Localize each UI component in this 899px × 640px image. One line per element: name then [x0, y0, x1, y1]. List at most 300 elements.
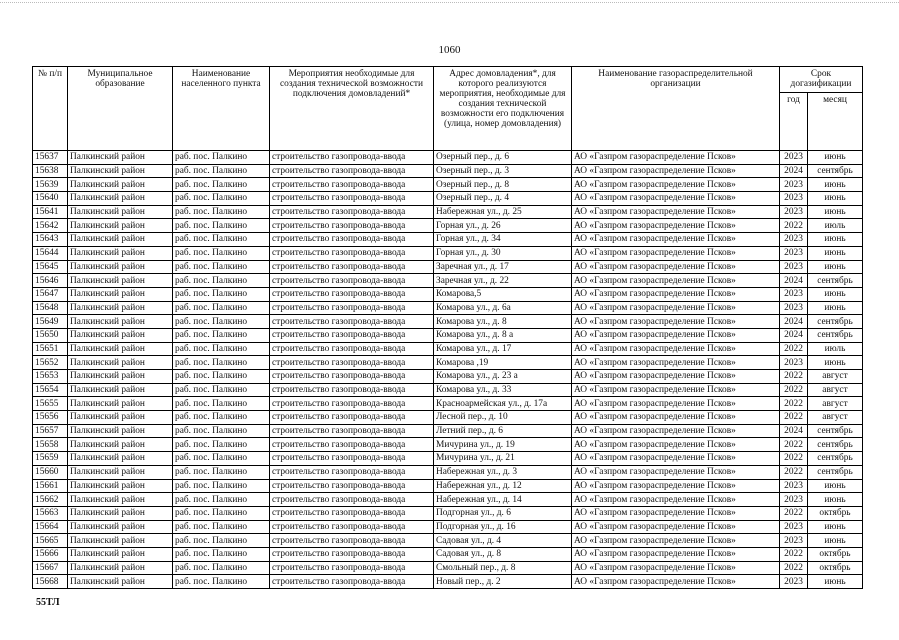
- table-row: [33, 370, 863, 384]
- cell-organization: АО «Газпром газораспределение Псков»: [572, 561, 780, 575]
- cell-address: Мичурина ул., д. 19: [434, 438, 572, 452]
- cell-month: июнь: [808, 356, 863, 370]
- cell-month: сентябрь: [808, 328, 863, 342]
- cell-address: Озерный пер., д. 4: [434, 192, 572, 206]
- cell-year: 2024: [780, 424, 808, 438]
- cell-municipality: Палкинский район: [68, 561, 173, 575]
- header-settlement: Наименование населенного пункта: [173, 67, 270, 151]
- cell-address: Озерный пер., д. 6: [434, 151, 572, 165]
- cell-year: 2022: [780, 370, 808, 384]
- cell-organization: АО «Газпром газораспределение Псков»: [572, 479, 780, 493]
- cell-year: 2022: [780, 397, 808, 411]
- cell-settlement: раб. пос. Палкино: [173, 452, 270, 466]
- cell-year: 2024: [780, 274, 808, 288]
- cell-month: июнь: [808, 301, 863, 315]
- cell-year: 2023: [780, 301, 808, 315]
- cell-address: Озерный пер., д. 8: [434, 178, 572, 192]
- cell-municipality: Палкинский район: [68, 274, 173, 288]
- cell-settlement: раб. пос. Палкино: [173, 342, 270, 356]
- cell-measures: строительство газопровода-ввода: [270, 465, 434, 479]
- cell-measures: строительство газопровода-ввода: [270, 547, 434, 561]
- cell-measures: строительство газопровода-ввода: [270, 164, 434, 178]
- cell-year: 2022: [780, 411, 808, 425]
- cell-num: 15664: [33, 520, 68, 534]
- cell-organization: АО «Газпром газораспределение Псков»: [572, 411, 780, 425]
- cell-address: Садовая ул., д. 8: [434, 547, 572, 561]
- cell-address: Набережная ул., д. 3: [434, 465, 572, 479]
- table-row: [33, 520, 863, 534]
- table-row: [33, 534, 863, 548]
- cell-municipality: Палкинский район: [68, 205, 173, 219]
- cell-settlement: раб. пос. Палкино: [173, 274, 270, 288]
- cell-num: 15645: [33, 260, 68, 274]
- cell-settlement: раб. пос. Палкино: [173, 151, 270, 165]
- table-row: [33, 411, 863, 425]
- header-month: месяц: [808, 93, 863, 151]
- cell-address: Комарова,5: [434, 287, 572, 301]
- cell-municipality: Палкинский район: [68, 383, 173, 397]
- cell-measures: строительство газопровода-ввода: [270, 438, 434, 452]
- cell-municipality: Палкинский район: [68, 397, 173, 411]
- cell-settlement: раб. пос. Палкино: [173, 301, 270, 315]
- cell-address: Летний пер., д. 6: [434, 424, 572, 438]
- header-address: Адрес домовладения*, для которого реализуются мероприятия, необходимые для создания технической возможности его подключения (улица, номер домовладения): [434, 67, 572, 151]
- cell-settlement: раб. пос. Палкино: [173, 561, 270, 575]
- cell-address: Садовая ул., д. 4: [434, 534, 572, 548]
- cell-month: август: [808, 397, 863, 411]
- cell-month: июнь: [808, 233, 863, 247]
- cell-municipality: Палкинский район: [68, 452, 173, 466]
- cell-settlement: раб. пос. Палкино: [173, 178, 270, 192]
- cell-measures: строительство газопровода-ввода: [270, 219, 434, 233]
- cell-year: 2023: [780, 246, 808, 260]
- cell-num: 15654: [33, 383, 68, 397]
- table-row: [33, 465, 863, 479]
- cell-organization: АО «Газпром газораспределение Псков»: [572, 287, 780, 301]
- cell-num: 15646: [33, 274, 68, 288]
- cell-settlement: раб. пос. Палкино: [173, 383, 270, 397]
- table-row: [33, 219, 863, 233]
- cell-year: 2023: [780, 287, 808, 301]
- cell-settlement: раб. пос. Палкино: [173, 424, 270, 438]
- cell-organization: АО «Газпром газораспределение Псков»: [572, 246, 780, 260]
- cell-address: Горная ул., д. 30: [434, 246, 572, 260]
- table-row: [33, 205, 863, 219]
- cell-address: Заречная ул., д. 17: [434, 260, 572, 274]
- table-row: [33, 479, 863, 493]
- cell-num: 15659: [33, 452, 68, 466]
- cell-municipality: Палкинский район: [68, 342, 173, 356]
- cell-num: 15650: [33, 328, 68, 342]
- cell-municipality: Палкинский район: [68, 301, 173, 315]
- cell-year: 2023: [780, 178, 808, 192]
- cell-year: 2022: [780, 561, 808, 575]
- cell-settlement: раб. пос. Палкино: [173, 397, 270, 411]
- table-row: [33, 192, 863, 206]
- cell-month: октябрь: [808, 561, 863, 575]
- cell-organization: АО «Газпром газораспределение Псков»: [572, 178, 780, 192]
- cell-organization: АО «Газпром газораспределение Псков»: [572, 205, 780, 219]
- cell-address: Комарова ул., д. 17: [434, 342, 572, 356]
- cell-measures: строительство газопровода-ввода: [270, 534, 434, 548]
- cell-settlement: раб. пос. Палкино: [173, 164, 270, 178]
- cell-year: 2024: [780, 315, 808, 329]
- cell-address: Набережная ул., д. 14: [434, 493, 572, 507]
- cell-year: 2024: [780, 164, 808, 178]
- table-row: [33, 342, 863, 356]
- cell-municipality: Палкинский район: [68, 246, 173, 260]
- cell-address: Комарова ул., д. 8: [434, 315, 572, 329]
- table-row: [33, 260, 863, 274]
- cell-municipality: Палкинский район: [68, 260, 173, 274]
- cell-year: 2023: [780, 233, 808, 247]
- cell-address: Набережная ул., д. 25: [434, 205, 572, 219]
- table-row: [33, 383, 863, 397]
- cell-num: 15662: [33, 493, 68, 507]
- cell-measures: строительство газопровода-ввода: [270, 452, 434, 466]
- cell-organization: АО «Газпром газораспределение Псков»: [572, 547, 780, 561]
- cell-month: июнь: [808, 534, 863, 548]
- table-row: [33, 547, 863, 561]
- cell-month: октябрь: [808, 506, 863, 520]
- cell-address: Смольный пер., д. 8: [434, 561, 572, 575]
- cell-municipality: Палкинский район: [68, 506, 173, 520]
- cell-settlement: раб. пос. Палкино: [173, 493, 270, 507]
- cell-measures: строительство газопровода-ввода: [270, 328, 434, 342]
- cell-num: 15647: [33, 287, 68, 301]
- cell-organization: АО «Газпром газораспределение Псков»: [572, 493, 780, 507]
- table-row: [33, 452, 863, 466]
- cell-measures: строительство газопровода-ввода: [270, 370, 434, 384]
- cell-month: июнь: [808, 260, 863, 274]
- cell-year: 2023: [780, 534, 808, 548]
- cell-settlement: раб. пос. Палкино: [173, 205, 270, 219]
- cell-measures: строительство газопровода-ввода: [270, 356, 434, 370]
- cell-municipality: Палкинский район: [68, 411, 173, 425]
- cell-settlement: раб. пос. Палкино: [173, 575, 270, 589]
- cell-month: август: [808, 383, 863, 397]
- cell-address: Набережная ул., д. 12: [434, 479, 572, 493]
- cell-municipality: Палкинский район: [68, 493, 173, 507]
- cell-month: июнь: [808, 151, 863, 165]
- cell-organization: АО «Газпром газораспределение Псков»: [572, 424, 780, 438]
- table-row: [33, 315, 863, 329]
- table-row: [33, 246, 863, 260]
- cell-municipality: Палкинский район: [68, 438, 173, 452]
- cell-year: 2023: [780, 479, 808, 493]
- cell-year: 2023: [780, 192, 808, 206]
- cell-month: июнь: [808, 575, 863, 589]
- cell-num: 15660: [33, 465, 68, 479]
- cell-settlement: раб. пос. Палкино: [173, 479, 270, 493]
- table-row: [33, 397, 863, 411]
- cell-organization: АО «Газпром газораспределение Псков»: [572, 370, 780, 384]
- cell-month: сентябрь: [808, 465, 863, 479]
- cell-address: Комарова ул., д. 6а: [434, 301, 572, 315]
- cell-num: 15651: [33, 342, 68, 356]
- cell-measures: строительство газопровода-ввода: [270, 260, 434, 274]
- cell-organization: АО «Газпром газораспределение Псков»: [572, 506, 780, 520]
- page-number: 1060: [438, 44, 461, 56]
- cell-address: Комарова ул., д. 23 а: [434, 370, 572, 384]
- cell-measures: строительство газопровода-ввода: [270, 315, 434, 329]
- cell-month: июнь: [808, 178, 863, 192]
- cell-settlement: раб. пос. Палкино: [173, 520, 270, 534]
- cell-year: 2024: [780, 328, 808, 342]
- cell-month: июнь: [808, 520, 863, 534]
- cell-organization: АО «Газпром газораспределение Псков»: [572, 383, 780, 397]
- cell-organization: АО «Газпром газораспределение Псков»: [572, 520, 780, 534]
- cell-num: 15667: [33, 561, 68, 575]
- cell-municipality: Палкинский район: [68, 151, 173, 165]
- cell-year: 2023: [780, 205, 808, 219]
- table-row: [33, 151, 863, 165]
- cell-month: июнь: [808, 246, 863, 260]
- cell-municipality: Палкинский район: [68, 192, 173, 206]
- cell-month: август: [808, 411, 863, 425]
- cell-address: Подгорная ул., д. 16: [434, 520, 572, 534]
- cell-municipality: Палкинский район: [68, 328, 173, 342]
- footer-code: 55ТЛ: [36, 597, 60, 608]
- cell-measures: строительство газопровода-ввода: [270, 287, 434, 301]
- cell-num: 15638: [33, 164, 68, 178]
- cell-municipality: Палкинский район: [68, 534, 173, 548]
- cell-organization: АО «Газпром газораспределение Псков»: [572, 356, 780, 370]
- table-row: [33, 561, 863, 575]
- gasification-table: [32, 66, 863, 589]
- cell-year: 2022: [780, 506, 808, 520]
- cell-measures: строительство газопровода-ввода: [270, 274, 434, 288]
- cell-municipality: Палкинский район: [68, 356, 173, 370]
- cell-organization: АО «Газпром газораспределение Псков»: [572, 452, 780, 466]
- cell-organization: АО «Газпром газораспределение Псков»: [572, 301, 780, 315]
- cell-settlement: раб. пос. Палкино: [173, 246, 270, 260]
- cell-address: Комарова ,19: [434, 356, 572, 370]
- cell-settlement: раб. пос. Палкино: [173, 192, 270, 206]
- table-row: [33, 493, 863, 507]
- cell-year: 2023: [780, 151, 808, 165]
- cell-address: Комарова ул., д. 8 а: [434, 328, 572, 342]
- cell-settlement: раб. пос. Палкино: [173, 438, 270, 452]
- cell-measures: строительство газопровода-ввода: [270, 575, 434, 589]
- cell-settlement: раб. пос. Палкино: [173, 547, 270, 561]
- cell-month: сентябрь: [808, 274, 863, 288]
- cell-month: июль: [808, 219, 863, 233]
- cell-organization: АО «Газпром газораспределение Псков»: [572, 192, 780, 206]
- table-body: [33, 151, 863, 589]
- cell-measures: строительство газопровода-ввода: [270, 301, 434, 315]
- cell-year: 2023: [780, 356, 808, 370]
- cell-num: 15639: [33, 178, 68, 192]
- table-row: [33, 274, 863, 288]
- cell-measures: строительство газопровода-ввода: [270, 205, 434, 219]
- cell-year: 2022: [780, 438, 808, 452]
- cell-num: 15653: [33, 370, 68, 384]
- cell-municipality: Палкинский район: [68, 424, 173, 438]
- cell-year: 2023: [780, 575, 808, 589]
- cell-municipality: Палкинский район: [68, 547, 173, 561]
- cell-month: сентябрь: [808, 438, 863, 452]
- cell-year: 2023: [780, 493, 808, 507]
- cell-address: Озерный пер., д. 3: [434, 164, 572, 178]
- cell-settlement: раб. пос. Палкино: [173, 465, 270, 479]
- cell-measures: строительство газопровода-ввода: [270, 151, 434, 165]
- cell-num: 15652: [33, 356, 68, 370]
- table-header: [33, 67, 863, 151]
- cell-organization: АО «Газпром газораспределение Псков»: [572, 260, 780, 274]
- cell-organization: АО «Газпром газораспределение Псков»: [572, 328, 780, 342]
- cell-year: 2022: [780, 452, 808, 466]
- cell-municipality: Палкинский район: [68, 233, 173, 247]
- cell-settlement: раб. пос. Палкино: [173, 219, 270, 233]
- cell-measures: строительство газопровода-ввода: [270, 192, 434, 206]
- cell-measures: строительство газопровода-ввода: [270, 424, 434, 438]
- cell-address: Подгорная ул., д. 6: [434, 506, 572, 520]
- cell-num: 15644: [33, 246, 68, 260]
- cell-year: 2022: [780, 465, 808, 479]
- cell-settlement: раб. пос. Палкино: [173, 315, 270, 329]
- cell-settlement: раб. пос. Палкино: [173, 356, 270, 370]
- cell-measures: строительство газопровода-ввода: [270, 479, 434, 493]
- table-row: [33, 164, 863, 178]
- cell-num: 15648: [33, 301, 68, 315]
- cell-measures: строительство газопровода-ввода: [270, 178, 434, 192]
- cell-month: сентябрь: [808, 315, 863, 329]
- cell-month: июнь: [808, 205, 863, 219]
- cell-organization: АО «Газпром газораспределение Псков»: [572, 397, 780, 411]
- cell-month: июль: [808, 342, 863, 356]
- cell-num: 15641: [33, 205, 68, 219]
- cell-organization: АО «Газпром газораспределение Псков»: [572, 575, 780, 589]
- cell-organization: АО «Газпром газораспределение Псков»: [572, 342, 780, 356]
- cell-organization: АО «Газпром газораспределение Псков»: [572, 315, 780, 329]
- cell-month: сентябрь: [808, 164, 863, 178]
- cell-municipality: Палкинский район: [68, 178, 173, 192]
- cell-municipality: Палкинский район: [68, 219, 173, 233]
- cell-year: 2022: [780, 342, 808, 356]
- cell-num: 15649: [33, 315, 68, 329]
- cell-municipality: Палкинский район: [68, 164, 173, 178]
- cell-organization: АО «Газпром газораспределение Псков»: [572, 233, 780, 247]
- cell-address: Горная ул., д. 34: [434, 233, 572, 247]
- cell-num: 15661: [33, 479, 68, 493]
- cell-measures: строительство газопровода-ввода: [270, 493, 434, 507]
- cell-num: 15658: [33, 438, 68, 452]
- cell-year: 2023: [780, 520, 808, 534]
- cell-organization: АО «Газпром газораспределение Псков»: [572, 465, 780, 479]
- cell-address: Мичурина ул., д. 21: [434, 452, 572, 466]
- table-row: [33, 424, 863, 438]
- cell-settlement: раб. пос. Палкино: [173, 233, 270, 247]
- cell-organization: АО «Газпром газораспределение Псков»: [572, 534, 780, 548]
- cell-measures: строительство газопровода-ввода: [270, 233, 434, 247]
- cell-settlement: раб. пос. Палкино: [173, 328, 270, 342]
- table-row: [33, 356, 863, 370]
- cell-settlement: раб. пос. Палкино: [173, 287, 270, 301]
- cell-num: 15655: [33, 397, 68, 411]
- header-municipality: Муниципальное образование: [68, 67, 173, 151]
- cell-num: 15666: [33, 547, 68, 561]
- cell-municipality: Палкинский район: [68, 370, 173, 384]
- cell-measures: строительство газопровода-ввода: [270, 411, 434, 425]
- cell-month: сентябрь: [808, 424, 863, 438]
- cell-year: 2022: [780, 547, 808, 561]
- cell-municipality: Палкинский район: [68, 479, 173, 493]
- cell-month: июнь: [808, 192, 863, 206]
- cell-settlement: раб. пос. Палкино: [173, 411, 270, 425]
- cell-settlement: раб. пос. Палкино: [173, 260, 270, 274]
- cell-municipality: Палкинский район: [68, 520, 173, 534]
- cell-address: Комарова ул., д. 33: [434, 383, 572, 397]
- cell-num: 15640: [33, 192, 68, 206]
- header-organization: Наименование газораспределительной организации: [572, 67, 780, 151]
- table-row: [33, 328, 863, 342]
- cell-month: август: [808, 370, 863, 384]
- cell-num: 15668: [33, 575, 68, 589]
- cell-measures: строительство газопровода-ввода: [270, 342, 434, 356]
- cell-year: 2023: [780, 260, 808, 274]
- cell-num: 15642: [33, 219, 68, 233]
- cell-month: июнь: [808, 287, 863, 301]
- cell-measures: строительство газопровода-ввода: [270, 561, 434, 575]
- cell-municipality: Палкинский район: [68, 465, 173, 479]
- cell-month: октябрь: [808, 547, 863, 561]
- cell-year: 2022: [780, 383, 808, 397]
- cell-address: Лесной пер., д. 10: [434, 411, 572, 425]
- header-year: год: [780, 93, 808, 151]
- header-num: № п/п: [33, 67, 68, 151]
- cell-num: 15663: [33, 506, 68, 520]
- header-measures: Мероприятия необходимые для создания технической возможности подключения домовладений*: [270, 67, 434, 151]
- table-row: [33, 287, 863, 301]
- scan-edge-line: [0, 2, 899, 4]
- cell-year: 2022: [780, 219, 808, 233]
- cell-address: Красноармейская ул., д. 17а: [434, 397, 572, 411]
- cell-organization: АО «Газпром газораспределение Псков»: [572, 438, 780, 452]
- cell-num: 15665: [33, 534, 68, 548]
- cell-municipality: Палкинский район: [68, 287, 173, 301]
- cell-settlement: раб. пос. Палкино: [173, 370, 270, 384]
- cell-measures: строительство газопровода-ввода: [270, 246, 434, 260]
- cell-organization: АО «Газпром газораспределение Псков»: [572, 151, 780, 165]
- table-row: [33, 178, 863, 192]
- cell-measures: строительство газопровода-ввода: [270, 397, 434, 411]
- table-row: [33, 506, 863, 520]
- cell-month: июнь: [808, 493, 863, 507]
- cell-measures: строительство газопровода-ввода: [270, 383, 434, 397]
- cell-address: Заречная ул., д. 22: [434, 274, 572, 288]
- table-row: [33, 438, 863, 452]
- cell-address: Горная ул., д. 26: [434, 219, 572, 233]
- cell-num: 15637: [33, 151, 68, 165]
- table-row: [33, 233, 863, 247]
- cell-num: 15657: [33, 424, 68, 438]
- cell-measures: строительство газопровода-ввода: [270, 520, 434, 534]
- cell-municipality: Палкинский район: [68, 575, 173, 589]
- cell-address: Новый пер., д. 2: [434, 575, 572, 589]
- table-row: [33, 301, 863, 315]
- cell-settlement: раб. пос. Палкино: [173, 506, 270, 520]
- cell-organization: АО «Газпром газораспределение Псков»: [572, 164, 780, 178]
- cell-num: 15643: [33, 233, 68, 247]
- cell-organization: АО «Газпром газораспределение Псков»: [572, 274, 780, 288]
- header-deadline: Срок догазификации: [780, 67, 863, 93]
- cell-organization: АО «Газпром газораспределение Псков»: [572, 219, 780, 233]
- cell-month: сентябрь: [808, 452, 863, 466]
- cell-month: июнь: [808, 479, 863, 493]
- table-row: [33, 575, 863, 589]
- cell-municipality: Палкинский район: [68, 315, 173, 329]
